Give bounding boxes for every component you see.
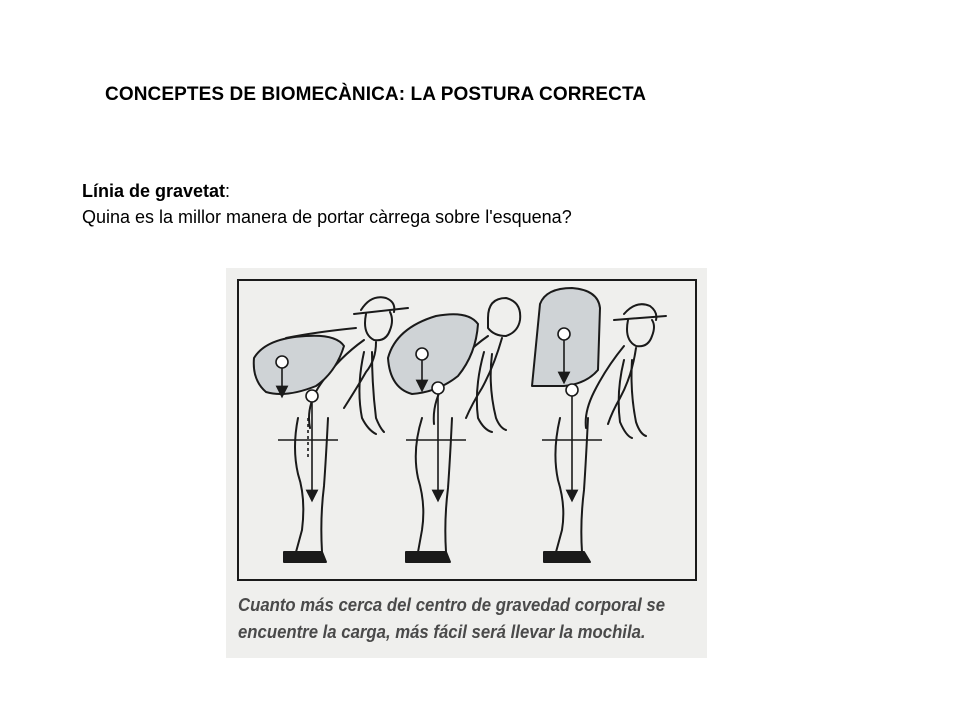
caption-line-1: Cuanto más cerca del centro de gravedad corporal se [238,595,666,615]
section-colon: : [225,181,231,201]
caption-line-2: encuentre la carga, más fácil será llevar la mochila. [238,622,646,642]
section-question: Quina es la millor manera de portar càrrega sobre l'esquena? [82,207,572,227]
illustration-caption [238,592,666,646]
hiker-figure-1 [254,297,408,562]
section-text [82,178,572,230]
section-term: Línia de gravetat [82,181,226,201]
section-heading [82,178,572,204]
hiker-figure-3 [532,288,666,562]
posture-illustration [226,268,707,658]
hiker-figure-2 [388,298,520,562]
slide-title: CONCEPTES DE BIOMECÀNICA: LA POSTURA CORRECTA [105,84,647,105]
